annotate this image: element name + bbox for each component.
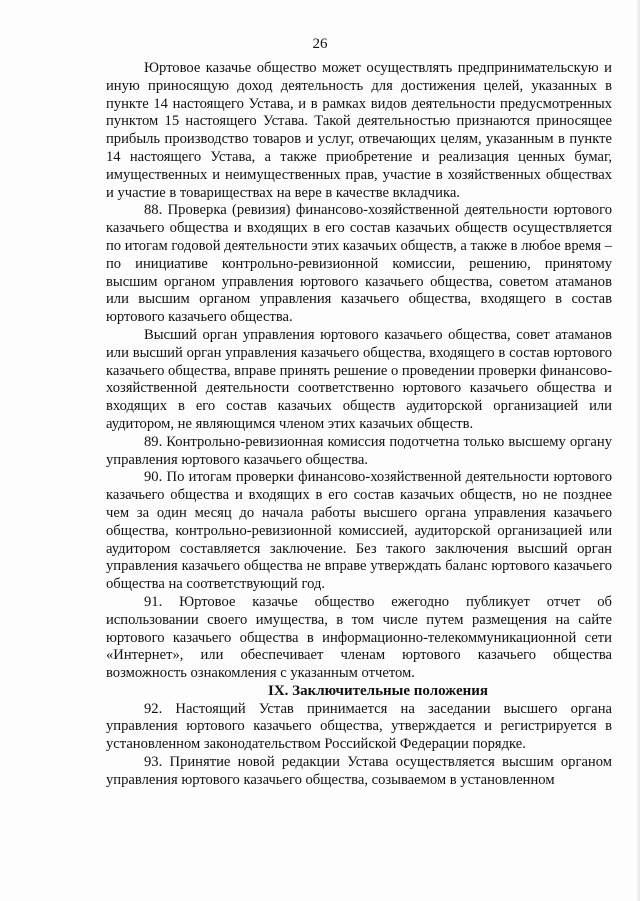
paragraph: Высший орган управления юртового казачьего общества, совет атаманов или высший орган управления казачьего общества, входящего в состав юртового казачьего общества, вправе принять решение о проведении проверки финансово-хозяйственной деятельности соответственно юртового казачьего общества и входящих в его состав казачьих обществ аудиторской организацией или аудитором, не являющимся членом этих казачьих обществ. (106, 326, 612, 432)
paragraph-90: 90. По итогам проверки финансово-хозяйственной деятельности юртового казачьего общества и входящих в его состав казачьих обществ, но не позднее чем за один месяц до начала работы высшего органа управления казачьего общества, контрольно-ревизионной комиссией, аудиторской организацией или аудитором составляется заключение. Без такого заключения высший орган управления казачьего общества не вправе утверждать баланс юртового казачьего общества на соответствующий год. (106, 469, 612, 593)
page-number: 26 (312, 36, 328, 52)
paragraph-91: 91. Юртовое казачье общество ежегодно публикует отчет об использовании своего имущества, в том числе путем размещения на сайте юртового казачьего общества в информационно-телекоммуникационной сети «Интернет», или обеспечивает членам юртового казачьего общества возможность ознакомления с указанным отчетом. (106, 593, 612, 682)
paragraph: Юртовое казачье общество может осуществлять предпринимательскую и иную приносящую доход деятельность для достижения целей, указанных в пункте 14 настоящего Устава, и в рамках видов деятельности предусмотренных пунктом 15 настоящего Устава. Такой деятельностью признаются приносящее прибыль производство товаров и услуг, отвечающих целям, указанным в пункте 14 настоящего Устава, а также приобретение и реализация ценных бумаг, имущественных и неимущественных прав, участие в хозяйственных обществах и участие в товариществах на вере в качестве вкладчика. (106, 60, 612, 201)
paragraph-92: 92. Настоящий Устав принимается на заседании высшего органа управления юртового казачьего общества, утверждается и регистрируется в установленном законодательством Российской Федерации порядке. (106, 700, 612, 753)
paragraph-93: 93. Принятие новой редакции Устава осуществляется высшим органом управления юртового казачьего общества, созываемом в установленном (106, 754, 612, 788)
section-title: IX. Заключительные положения (268, 682, 488, 699)
paragraph-89: 89. Контрольно-ревизионная комиссия подотчетна только высшему органу управления юртового казачьего общества. (106, 433, 612, 468)
document-body (106, 60, 612, 790)
paragraph-88: 88. Проверка (ревизия) финансово-хозяйственной деятельности юртового казачьего общества и входящих в его состав казачьих обществ осуществляется по итогам годовой деятельности этих казачьих обществ, а также в любое время – по инициативе контрольно-ревизионной комиссии, решению, принятому высшим органом управления юртового казачьего общества, советом атаманов или высшим органом управления казачьего общества, входящего в состав юртового казачьего общества. (106, 202, 612, 326)
